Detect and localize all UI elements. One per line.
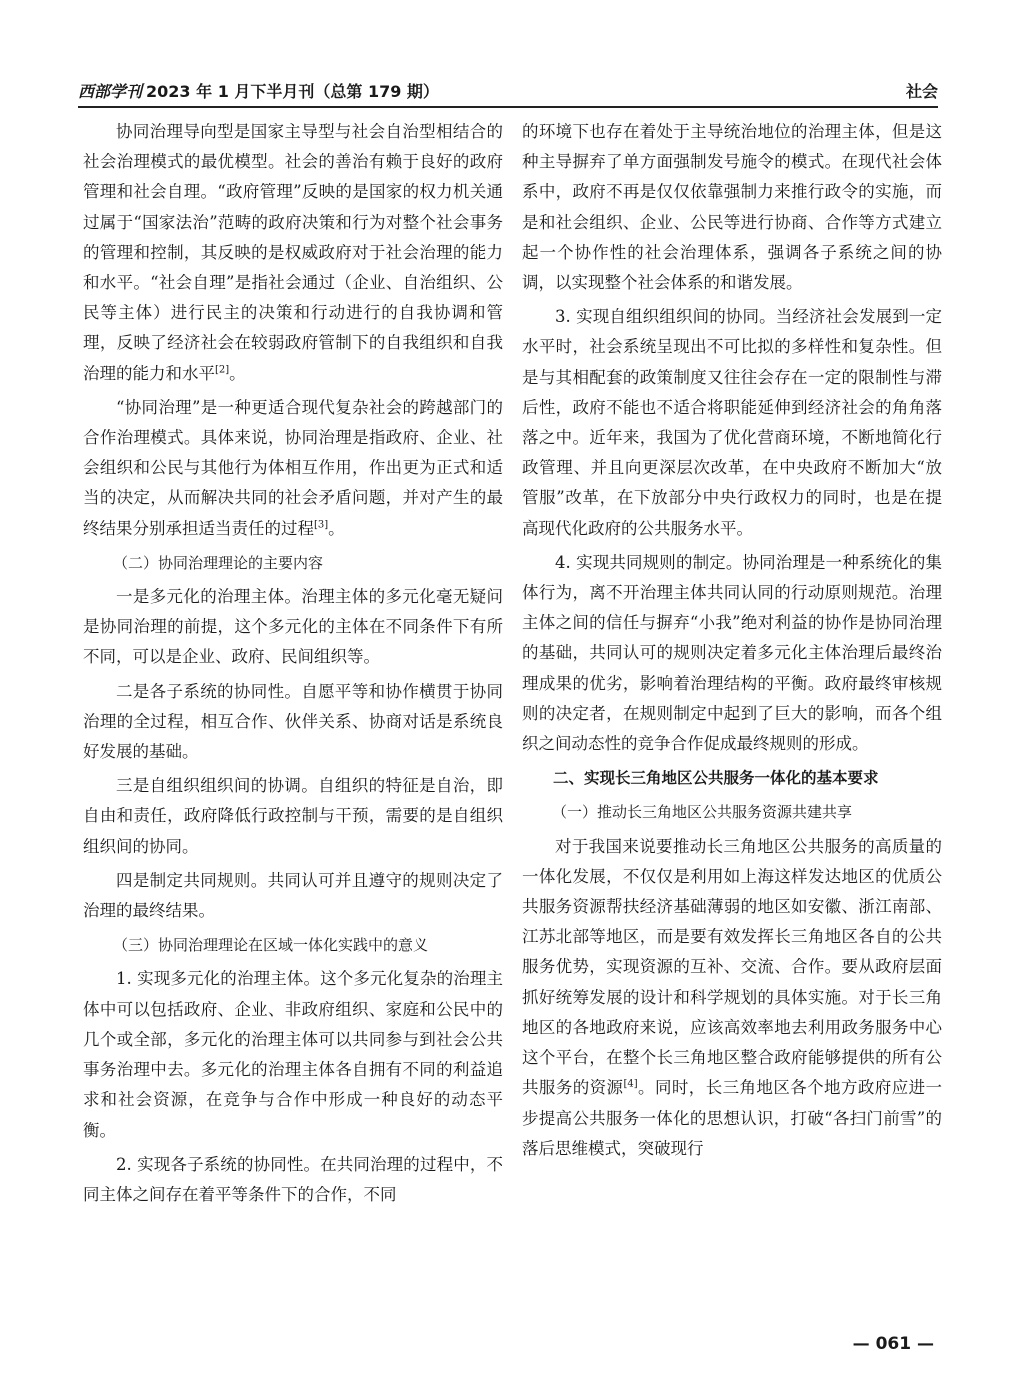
right-column (522, 117, 942, 1168)
issue-info: 2023 年 1 月下半月刊（总第 179 期） (146, 82, 439, 101)
paragraph-tail: 。 (229, 363, 246, 383)
subheading: （一）推动长三角地区公共服务资源共建共享 (552, 803, 853, 822)
left-column (83, 117, 503, 1214)
paragraph (83, 964, 503, 1145)
paragraph-text: 二是各子系统的协同性。自愿平等和协作横贯于协同治理的全过程，相互合作、伙伴关系、协商对话是系统良好发展的基础。 (83, 681, 503, 762)
paragraph (83, 393, 503, 544)
paragraph-text: 的环境下也存在着处于主导统治地位的治理主体，但是这种主导摒弃了单方面强制发号施令的模式。在现代社会体系中，政府不再是仅仅依靠强制力来推行政令的实施，而是和社会组织、企业、公民等进行协商、合作等方式建立起一个协作性的社会治理体系，强调各子系统之间的协调，以实现整个社会体系的和谐发展。 (522, 122, 942, 293)
header-left (78, 79, 439, 102)
subheading: （二）协同治理理论的主要内容 (113, 553, 324, 572)
section-label: 社会 (905, 82, 938, 101)
paragraph-tail: 。 (328, 518, 345, 538)
paragraph-text: 4. 实现共同规则的制定。协同治理是一种系统化的集体行为，离不开治理主体共同认同的行动原则规范。治理主体之间的信任与摒弃“小我”绝对利益的协作是协同治理的基础，共同认可的规则决定着多元化主体治理后最终治理成果的优劣，影响着治理结构的平衡。政府最终审核规则的决定者，在规则制定中起到了巨大的影响，而各个组织之间动态性的竞争合作促成最终规则的形成。 (522, 552, 942, 754)
subheading: （三）协同治理理论在区域一体化实践中的意义 (113, 936, 429, 955)
paragraph-text: 2. 实现各子系统的协同性。在共同治理的过程中，不同主体之间存在着平等条件下的合作，不同 (83, 1154, 503, 1204)
paragraph-text: 三是自组织组织间的协调。自组织的特征是自治，即自由和责任，政府降低行政控制与干预，需要的是自组织组织间的协同。 (83, 776, 503, 856)
paragraph-tail: 。同时，长三角地区各个地方政府应进一步提高公共服务一体化的思想认识，打破“各扫门前雪”的落后思维模式，突破现行 (522, 1078, 943, 1158)
paragraph (522, 302, 942, 544)
paragraph (522, 548, 942, 759)
paragraph (83, 582, 503, 673)
paragraph-text: “协同治理”是一种更适合现代复杂社会的跨越部门的合作治理模式。具体来说，协同治理是指政府、企业、社会组织和公民与其他行为体相互作用，作出更为正式和适当的决定，从而解决共同的社会矛盾问题，并对产生的最终结果分别承担适当责任的过程 (83, 397, 503, 538)
paragraph-text: 3. 实现自组织组织间的协同。当经济社会发展到一定水平时，社会系统呈现出不可比拟的多样性和复杂性。但是与其相配套的政策制度又往往会存在一定的限制性与滞后性，政府不能也不适合将职能延伸到经济社会的角角落落之中。近年来，我国为了优化营商环境，不断地简化行政管理、并且向更深层次改革，在中央政府不断加大“放管服”改革，在下放部分中央行政权力的同时，也是在提高现代化政府的公共服务水平。 (522, 307, 942, 538)
paragraph-text: 协同治理导向型是国家主导型与社会自治型相结合的社会治理模式的最优模型。社会的善治有赖于良好的政府管理和社会自理。“政府管理”反映的是国家的权力机关通过属于“国家法治”范畴的政府决策和行为对整个社会事务的管理和控制，其反映的是权威政府对于社会治理的能力和水平。“社会自理”是指社会通过（企业、自治组织、公民等主体）进行民主的决策和行动进行的自我协调和管理，反映了经济社会在较弱政府管制下的自我组织和自我治理的能力和水平 (83, 122, 503, 383)
paragraph (522, 117, 942, 298)
running-header (78, 74, 938, 108)
page-number: — 061 — (852, 1334, 934, 1354)
citation: [2] (215, 364, 230, 376)
paragraph-text: 1. 实现多元化的治理主体。这个多元化复杂的治理主体中可以包括政府、企业、非政府组织、家庭和公民中的几个或全部，多元化的治理主体可以共同参与到社会公共事务治理中去。多元化的治理主体各自拥有不同的利益追求和社会资源，在竞争与合作中形成一种良好的动态平衡。 (83, 969, 503, 1140)
paragraph-text: 一是多元化的治理主体。治理主体的多元化毫无疑问是协同治理的前提，这个多元化的主体在不同条件下有所不同，可以是企业、政府、民间组织等。 (83, 587, 503, 667)
paragraph (83, 866, 503, 926)
journal-name: 西部学刊 (78, 82, 143, 101)
paragraph (83, 1150, 503, 1210)
paragraph (522, 832, 942, 1164)
citation: [4] (623, 1078, 638, 1090)
paragraph-text: 对于我国来说要推动长三角地区公共服务的高质量的一体化发展，不仅仅是利用如上海这样发达地区的优质公共服务资源帮扶经济基础薄弱的地区如安徽、浙江南部、江苏北部等地区，而是要有效发挥长三角地区各自的公共服务优势，实现资源的互补、交流、合作。要从政府层面抓好统筹发展的设计和科学规划的具体实施。对于长三角地区的各地政府来说，应该高效率地去利用政务服务中心这个平台，在整个长三角地区整合政府能够提供的所有公共服务的资源 (522, 836, 942, 1098)
paragraph (83, 677, 503, 768)
section-heading: 二、实现长三角地区公共服务一体化的基本要求 (553, 769, 879, 788)
paragraph-text: 四是制定共同规则。共同认可并且遵守的规则决定了治理的最终结果。 (83, 870, 503, 921)
paragraph (83, 771, 503, 862)
citation: [3] (314, 519, 329, 531)
paragraph (83, 117, 503, 389)
